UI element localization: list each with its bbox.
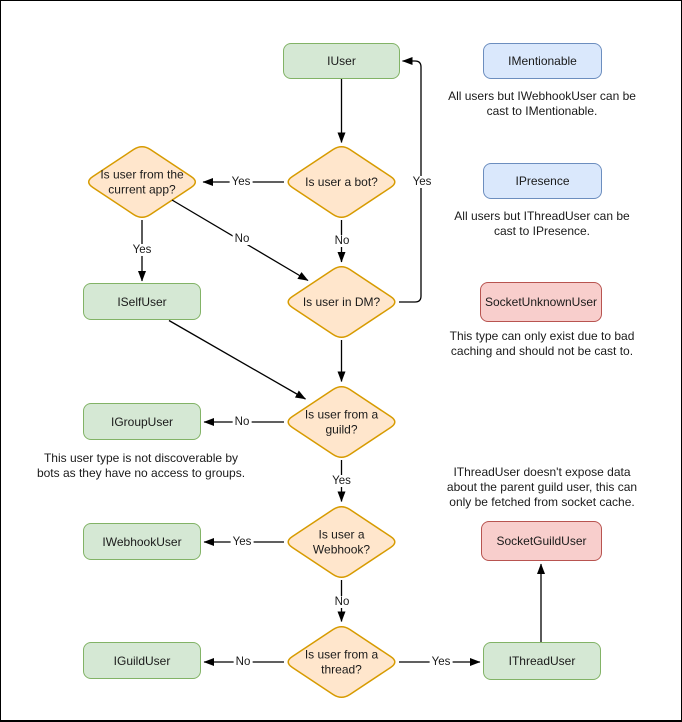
- edge-label-webhook-to-webhookuser: Yes: [232, 536, 252, 548]
- node-socketunknownuser-label: SocketUnknownUser: [484, 295, 598, 309]
- node-iuser-label: IUser: [327, 54, 356, 68]
- decision-guild-label: Is user from a guild?: [304, 407, 379, 436]
- decision-thread-label: Is user from a thread?: [304, 647, 379, 676]
- edge-label-current-app-to-dm: No: [234, 233, 250, 245]
- node-igroupuser-label: IGroupUser: [110, 414, 174, 429]
- edge-selfuser-to-guild: [169, 321, 306, 400]
- note-ithreaduser: IThreadUser doesn't expose data about the parent guild user, this can only be fetched from socket cache.: [446, 465, 638, 509]
- node-imentionable-label: IMentionable: [508, 54, 577, 68]
- edge-label-current-app-to-self: Yes: [132, 244, 152, 256]
- edge-label-webhook-to-thread: No: [334, 596, 350, 608]
- note-ipresence: All users but IThreadUser can be cast to IPresence.: [454, 209, 630, 238]
- node-socketguilduser-label: SocketGuildUser: [496, 534, 587, 548]
- node-iwebhookuser: [83, 523, 201, 560]
- node-ipresence-label: IPresence: [515, 174, 570, 188]
- node-ipresence: [483, 163, 602, 199]
- decision-dm-label: Is user in DM?: [302, 294, 381, 309]
- edge-label-guild-to-group: No: [234, 416, 250, 428]
- node-iselfuser-label: ISelfUser: [117, 294, 167, 309]
- node-iuser: [283, 43, 400, 79]
- note-imentionable: All users but IWebhookUser can be cast to IMentionable.: [448, 89, 636, 118]
- edge-label-thread-to-guilduser: No: [235, 656, 251, 668]
- node-iguilduser-label: IGuildUser: [113, 653, 171, 668]
- node-iguilduser: [83, 642, 201, 679]
- note-socketunknownuser: This type can only exist due to bad caching and should not be cast to.: [449, 329, 635, 358]
- decision-webhook-label: Is user a Webhook?: [312, 527, 371, 556]
- node-iselfuser: [83, 283, 201, 320]
- node-igroupuser: [83, 403, 201, 440]
- edge-label-thread-to-threaduser: Yes: [431, 656, 451, 668]
- edge-label-guild-to-webhook: Yes: [332, 475, 351, 487]
- node-ithreaduser: [483, 642, 601, 680]
- note-igroupuser: This user type is not discoverable by bots as they have no access to groups.: [36, 451, 246, 480]
- node-ithreaduser-label: IThreadUser: [508, 654, 576, 668]
- edge-label-dm-to-iuser: Yes: [412, 176, 432, 188]
- edge-label-bot-to-current-app: Yes: [231, 176, 251, 188]
- edge-label-bot-to-dm: No: [334, 235, 350, 247]
- node-socketguilduser: [481, 521, 602, 561]
- node-socketunknownuser: [480, 282, 602, 322]
- decision-bot-label: Is user a bot?: [305, 174, 378, 189]
- decision-current-app-label: Is user from the current app?: [100, 167, 184, 196]
- node-imentionable: [483, 43, 602, 79]
- node-iwebhookuser-label: IWebhookUser: [102, 534, 182, 549]
